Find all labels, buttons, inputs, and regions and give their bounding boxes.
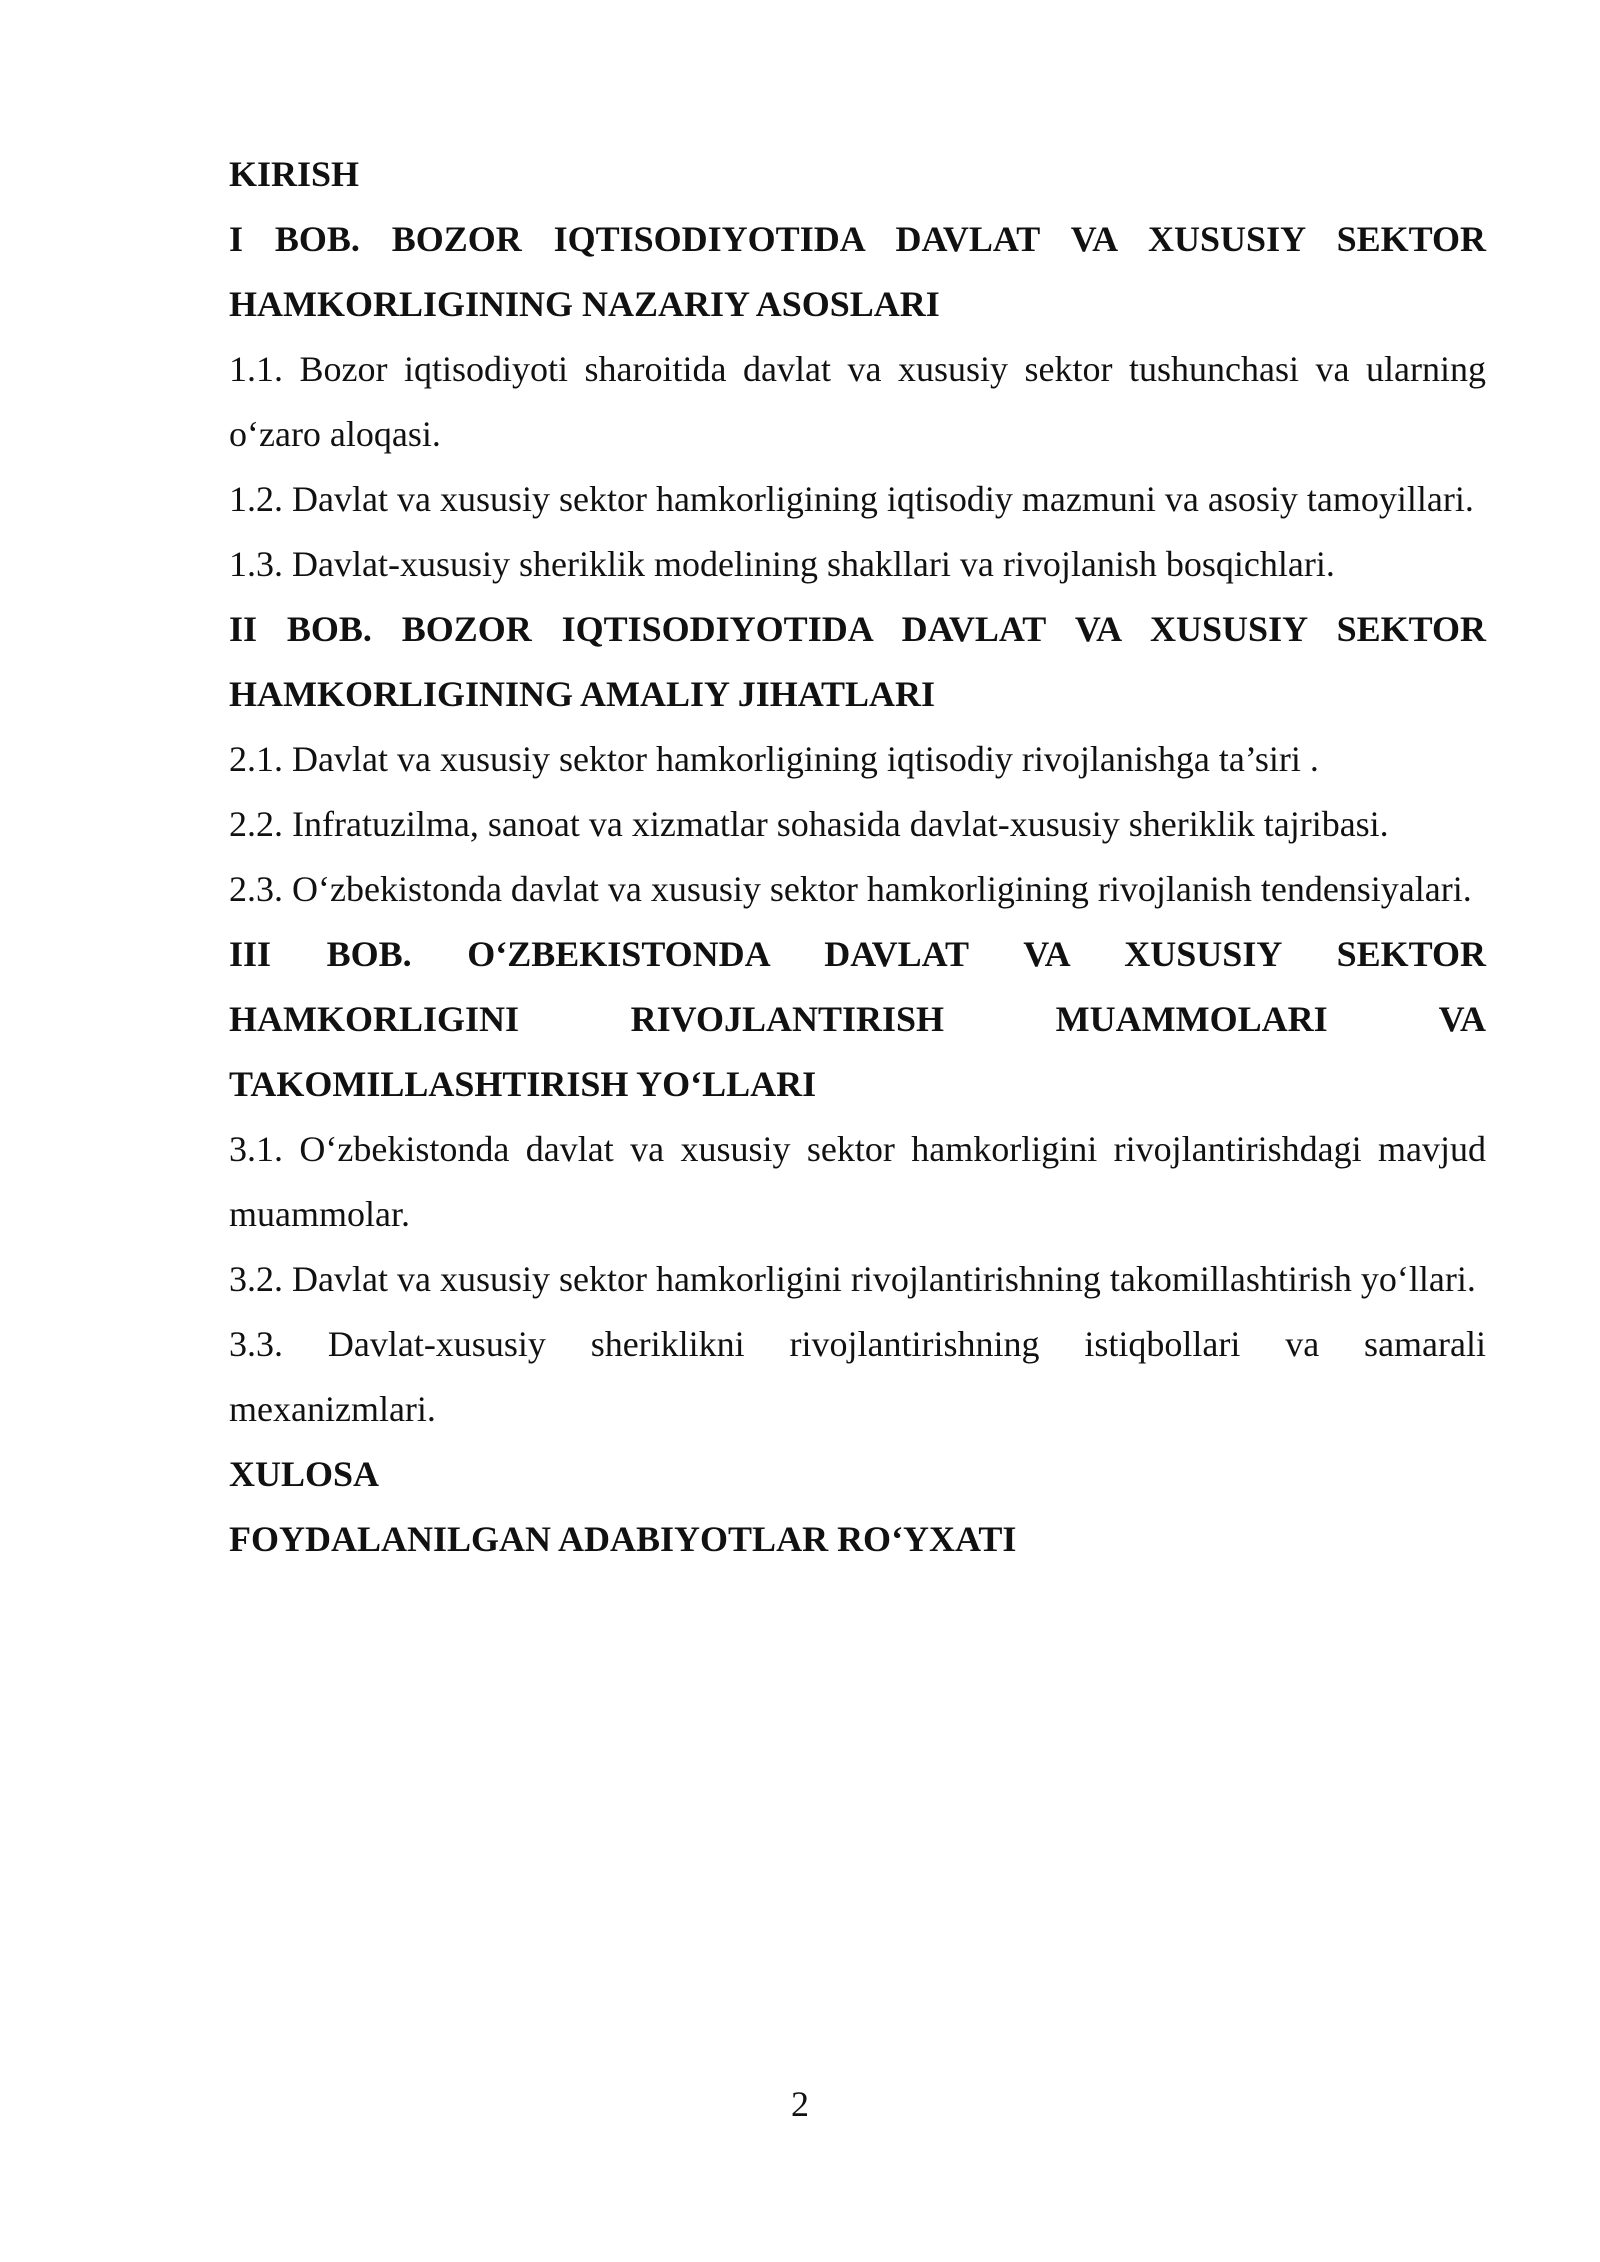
toc-section-2-1: 2.1. Davlat va xususiy sektor hamkorligining iqtisodiy rivojlanishga ta’siri .	[229, 739, 1319, 779]
toc-section-2-3: 2.3. O‘zbekistonda davlat va xususiy sektor hamkorligining rivojlanish tendensiyalari.	[229, 869, 1472, 909]
toc-section-1-1: 1.1. Bozor iqtisodiyoti sharoitida davlat va xususiy sektor tushunchasi va ularning o‘zaro aloqasi.	[229, 349, 1486, 454]
toc-section-2-2: 2.2. Infratuzilma, sanoat va xizmatlar sohasida davlat-xususiy sheriklik tajribasi.	[229, 804, 1389, 844]
page-number: 2	[791, 2084, 809, 2124]
toc-chapter-1: I BOB. BOZOR IQTISODIYOTIDA DAVLAT VA XUSUSIY SEKTOR HAMKORLIGINING NAZARIY ASOSLARI	[229, 219, 1486, 324]
toc-entry-kirish: KIRISH	[229, 154, 360, 194]
toc-section-1-3: 1.3. Davlat-xususiy sheriklik modelining shakllari va rivojlanish bosqichlari.	[229, 544, 1335, 584]
toc-entry-xulosa: XULOSA	[229, 1454, 380, 1494]
toc-section-1-2: 1.2. Davlat va xususiy sektor hamkorligining iqtisodiy mazmuni va asosiy tamoyillari.	[229, 479, 1474, 519]
table-of-contents	[229, 142, 1486, 1572]
toc-chapter-3: III BOB. O‘ZBEKISTONDA DAVLAT VA XUSUSIY SEKTOR HAMKORLIGINI RIVOJLANTIRISH MUAMMOLARI VA TAKOMILLASHTIRISH YO‘LLARI	[229, 934, 1486, 1104]
toc-section-3-3: 3.3. Davlat-xususiy sheriklikni rivojlantirishning istiqbollari va samarali mexanizmlari.	[229, 1324, 1486, 1429]
toc-chapter-2: II BOB. BOZOR IQTISODIYOTIDA DAVLAT VA XUSUSIY SEKTOR HAMKORLIGINING AMALIY JIHATLARI	[229, 609, 1486, 714]
toc-entry-references: FOYDALANILGAN ADABIYOTLAR RO‘YXATI	[229, 1519, 1017, 1559]
toc-section-3-1: 3.1. O‘zbekistonda davlat va xususiy sektor hamkorligini rivojlantirishdagi mavjud muammolar.	[229, 1129, 1486, 1234]
toc-section-3-2: 3.2. Davlat va xususiy sektor hamkorligini rivojlantirishning takomillashtirish yo‘llari.	[229, 1259, 1476, 1299]
